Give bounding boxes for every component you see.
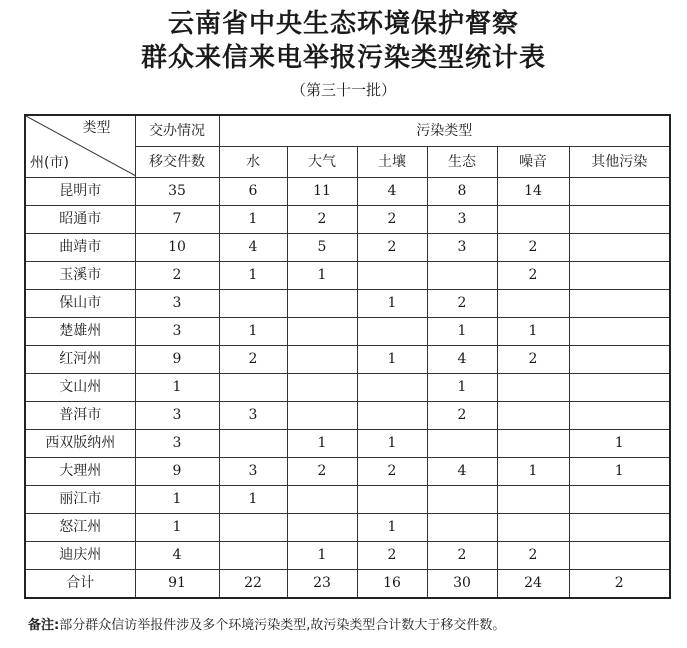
handover-count-cell: 3 [135, 430, 219, 458]
handover-count-cell: 10 [135, 234, 219, 262]
pollution-count-cell: 2 [427, 402, 497, 430]
page-subtitle: 群众来信来电举报污染类型统计表 [140, 43, 546, 73]
pollution-count-cell: 2 [427, 290, 497, 318]
footnote [28, 616, 505, 636]
pollution-count-cell: 1 [427, 374, 497, 402]
handover-count-cell: 3 [135, 318, 219, 346]
table-row [25, 486, 670, 514]
pollution-count-cell: 1 [219, 262, 287, 290]
pollution-count-cell [569, 514, 670, 542]
handover-count-cell: 4 [135, 542, 219, 570]
pollution-count-cell: 23 [287, 570, 357, 599]
pollution-count-cell [219, 430, 287, 458]
region-cell: 西双版纳州 [25, 430, 135, 458]
col-header-noise: 噪音 [497, 147, 569, 178]
pollution-count-cell: 2 [427, 542, 497, 570]
region-cell: 昆明市 [25, 178, 135, 206]
pollution-count-cell [497, 402, 569, 430]
pollution-count-cell: 22 [219, 570, 287, 599]
pollution-count-cell: 2 [569, 570, 670, 599]
table-row [25, 542, 670, 570]
corner-type-label: 类型 [82, 120, 111, 136]
region-cell: 红河州 [25, 346, 135, 374]
pollution-count-cell [427, 262, 497, 290]
handover-count-cell: 9 [135, 458, 219, 486]
region-cell: 昭通市 [25, 206, 135, 234]
handover-header: 交办情况 [135, 115, 219, 147]
pollution-count-cell: 1 [287, 430, 357, 458]
pollution-count-cell: 3 [427, 206, 497, 234]
table-row [25, 262, 670, 290]
pollution-count-cell [287, 514, 357, 542]
pollution-count-cell [357, 262, 427, 290]
region-cell: 曲靖市 [25, 234, 135, 262]
pollution-count-cell [427, 486, 497, 514]
footnote-text: 部分群众信访举报件涉及多个环境污染类型,故污染类型合计数大于移交件数。 [59, 618, 506, 633]
pollution-count-cell: 4 [427, 346, 497, 374]
region-cell: 怒江州 [25, 514, 135, 542]
pollution-count-cell: 3 [427, 234, 497, 262]
region-cell: 保山市 [25, 290, 135, 318]
footnote-label: 备注: [28, 618, 60, 633]
pollution-count-cell: 1 [569, 430, 670, 458]
pollution-count-cell: 3 [219, 402, 287, 430]
pollution-count-cell: 2 [497, 262, 569, 290]
pollution-count-cell: 2 [497, 234, 569, 262]
pollution-count-cell [569, 178, 670, 206]
pollution-count-cell [497, 430, 569, 458]
pollution-count-cell [287, 486, 357, 514]
header-row-1 [25, 115, 670, 147]
col-header-water: 水 [219, 147, 287, 178]
pollution-count-cell [219, 290, 287, 318]
pollution-count-cell [357, 318, 427, 346]
region-cell: 合计 [25, 570, 135, 599]
col-header-air: 大气 [287, 147, 357, 178]
pollution-count-cell: 4 [357, 178, 427, 206]
pollution-count-cell: 1 [287, 262, 357, 290]
pollution-count-cell: 1 [357, 290, 427, 318]
pollution-count-cell [569, 346, 670, 374]
pollution-count-cell: 24 [497, 570, 569, 599]
page-title: 云南省中央生态环境保护督察 [167, 9, 519, 39]
handover-count-header: 移交件数 [135, 147, 219, 178]
batch-label: （第三十一批） [290, 81, 396, 99]
handover-count-cell: 3 [135, 290, 219, 318]
total-row [25, 570, 670, 599]
pollution-count-cell: 2 [497, 346, 569, 374]
corner-region-label: 州(市) [30, 155, 69, 171]
handover-count-cell: 91 [135, 570, 219, 599]
handover-count-cell: 35 [135, 178, 219, 206]
pollution-count-cell [497, 374, 569, 402]
pollution-count-cell: 3 [219, 458, 287, 486]
pollution-count-cell: 1 [427, 318, 497, 346]
pollution-count-cell [357, 486, 427, 514]
pollution-count-cell [569, 262, 670, 290]
pollution-count-cell: 2 [357, 234, 427, 262]
col-header-ecology: 生态 [427, 147, 497, 178]
pollution-count-cell: 8 [427, 178, 497, 206]
handover-count-cell: 1 [135, 374, 219, 402]
pollution-count-cell [569, 402, 670, 430]
pollution-count-cell: 2 [287, 206, 357, 234]
pollution-count-cell [569, 374, 670, 402]
pollution-count-cell [287, 318, 357, 346]
handover-count-cell: 9 [135, 346, 219, 374]
pollution-count-cell [569, 486, 670, 514]
region-cell: 玉溪市 [25, 262, 135, 290]
pollution-count-cell: 1 [219, 318, 287, 346]
pollution-count-cell [569, 318, 670, 346]
pollution-count-cell [357, 402, 427, 430]
pollution-count-cell [287, 374, 357, 402]
pollution-count-cell [357, 374, 427, 402]
region-cell: 迪庆州 [25, 542, 135, 570]
pollution-count-cell: 1 [357, 430, 427, 458]
pollution-count-cell [569, 542, 670, 570]
pollution-count-cell: 16 [357, 570, 427, 599]
region-cell: 楚雄州 [25, 318, 135, 346]
pollution-type-group-header: 污染类型 [219, 115, 670, 147]
table-row [25, 206, 670, 234]
pollution-count-cell: 6 [219, 178, 287, 206]
handover-count-cell: 1 [135, 514, 219, 542]
table-row [25, 346, 670, 374]
handover-count-cell: 2 [135, 262, 219, 290]
pollution-count-cell [427, 430, 497, 458]
pollution-count-cell [219, 514, 287, 542]
handover-count-cell: 1 [135, 486, 219, 514]
pollution-count-cell: 1 [219, 206, 287, 234]
pollution-count-cell [427, 514, 497, 542]
pollution-count-cell: 30 [427, 570, 497, 599]
pollution-count-cell [497, 514, 569, 542]
pollution-count-cell: 2 [357, 458, 427, 486]
pollution-count-cell: 1 [357, 346, 427, 374]
table-row [25, 374, 670, 402]
table-row [25, 458, 670, 486]
table-row [25, 178, 670, 206]
pollution-count-cell: 1 [569, 458, 670, 486]
col-header-other: 其他污染 [569, 147, 670, 178]
pollution-count-cell [497, 290, 569, 318]
pollution-count-cell: 5 [287, 234, 357, 262]
table-row [25, 402, 670, 430]
pollution-count-cell: 2 [497, 542, 569, 570]
region-cell: 普洱市 [25, 402, 135, 430]
pollution-count-cell: 14 [497, 178, 569, 206]
pollution-count-cell: 1 [219, 486, 287, 514]
statistics-table [24, 114, 671, 599]
pollution-count-cell: 1 [497, 318, 569, 346]
region-cell: 丽江市 [25, 486, 135, 514]
pollution-count-cell: 2 [219, 346, 287, 374]
col-header-soil: 土壤 [357, 147, 427, 178]
table-row [25, 290, 670, 318]
pollution-count-cell: 1 [497, 458, 569, 486]
region-cell: 大理州 [25, 458, 135, 486]
pollution-count-cell [497, 486, 569, 514]
pollution-count-cell [219, 374, 287, 402]
pollution-count-cell: 2 [287, 458, 357, 486]
pollution-count-cell: 4 [219, 234, 287, 262]
pollution-count-cell [497, 206, 569, 234]
region-cell: 文山州 [25, 374, 135, 402]
table-row [25, 430, 670, 458]
pollution-count-cell [287, 402, 357, 430]
table-row [25, 234, 670, 262]
pollution-count-cell [569, 234, 670, 262]
corner-header [25, 115, 135, 178]
pollution-count-cell: 2 [357, 542, 427, 570]
pollution-count-cell: 1 [287, 542, 357, 570]
handover-count-cell: 3 [135, 402, 219, 430]
pollution-count-cell [569, 290, 670, 318]
pollution-count-cell: 2 [357, 206, 427, 234]
pollution-count-cell: 11 [287, 178, 357, 206]
pollution-count-cell [219, 542, 287, 570]
pollution-count-cell [569, 206, 670, 234]
table-row [25, 318, 670, 346]
handover-count-cell: 7 [135, 206, 219, 234]
pollution-count-cell [287, 290, 357, 318]
table-row [25, 514, 670, 542]
pollution-count-cell: 4 [427, 458, 497, 486]
pollution-count-cell [287, 346, 357, 374]
pollution-count-cell: 1 [357, 514, 427, 542]
